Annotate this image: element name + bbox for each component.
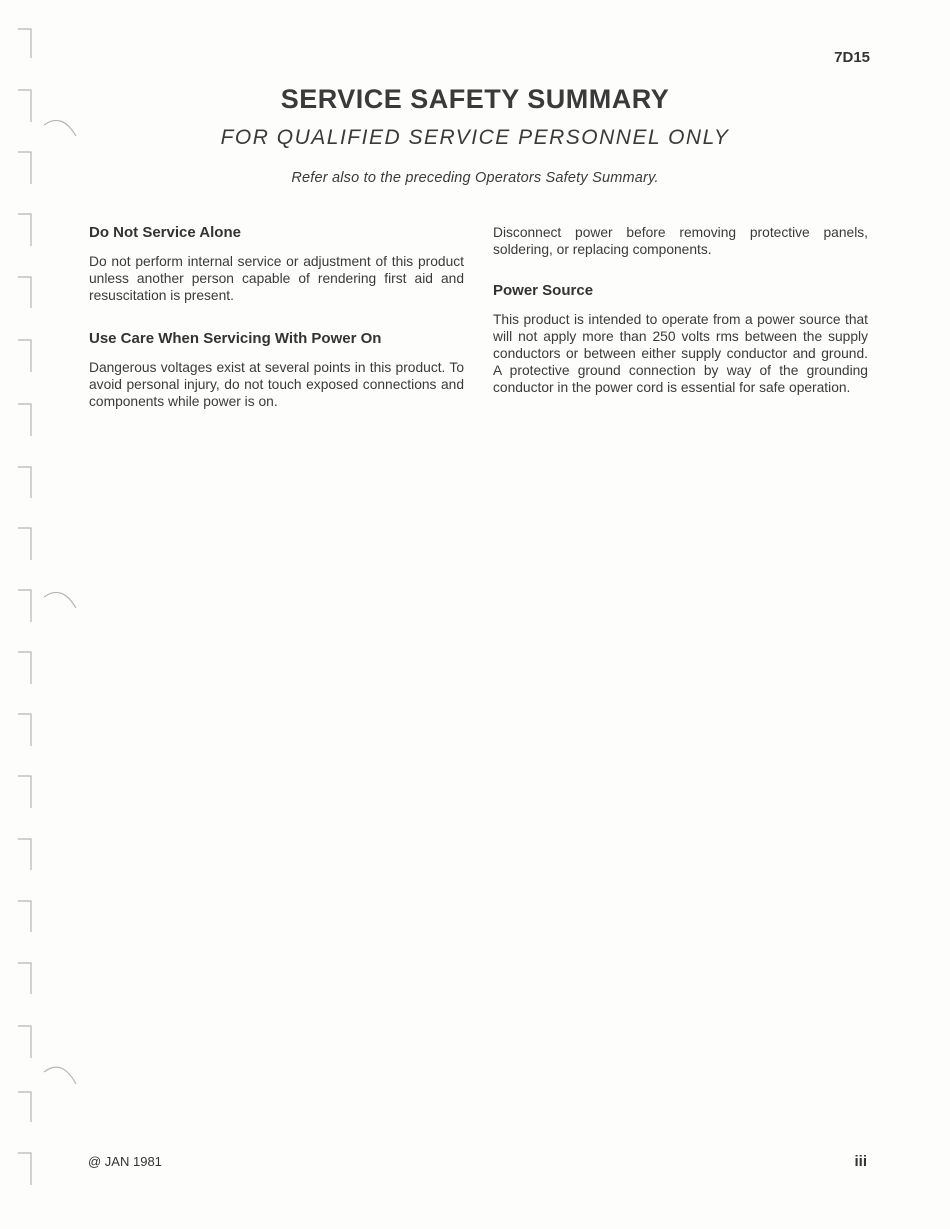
section-use-care-power-on <box>89 330 464 410</box>
right-column <box>493 224 868 396</box>
page-subtitle: FOR QUALIFIED SERVICE PERSONNEL ONLY <box>220 126 730 149</box>
disconnect-power-paragraph: Disconnect power before removing protective panels, soldering, or replacing components. <box>493 225 868 257</box>
section-body: Dangerous voltages exist at several points in this product. To avoid personal injury, do not touch exposed connections and components while power is on. <box>89 360 464 409</box>
footer-date: @ JAN 1981 <box>88 1154 162 1169</box>
section-heading: Use Care When Servicing With Power On <box>89 330 382 347</box>
section-power-source <box>493 282 868 396</box>
page-title: SERVICE SAFETY SUMMARY <box>280 84 670 114</box>
section-body: Do not perform internal service or adjustment of this product unless another person capable of rendering first aid and resuscitation is present. <box>89 254 464 303</box>
left-column <box>89 224 464 410</box>
section-do-not-service-alone <box>89 224 464 304</box>
model-number: 7D15 <box>834 49 870 66</box>
section-body: This product is intended to operate from a power source that will not apply more than 250 volts rms between the supply conductors or between either supply conductor and ground. A protective ground connection by way of the grounding conductor in the power cord is essential for safe operation. <box>493 312 868 395</box>
section-heading: Power Source <box>493 282 594 299</box>
page-number: iii <box>854 1153 867 1170</box>
refer-note: Refer also to the preceding Operators Safety Summary. <box>291 170 659 186</box>
section-heading: Do Not Service Alone <box>89 224 241 241</box>
